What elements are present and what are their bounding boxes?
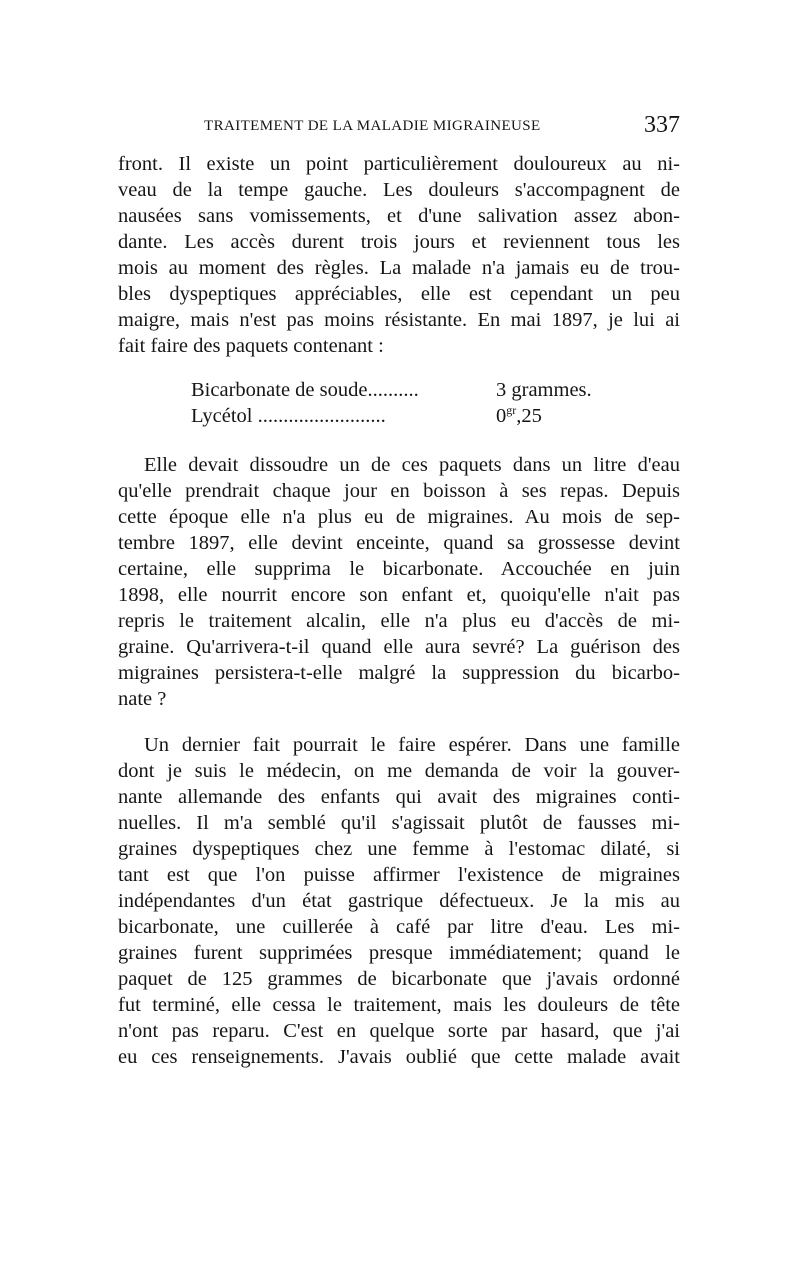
text-line: nante allemande des enfants qui avait des migraines conti- <box>118 786 680 808</box>
text-line: fut terminé, elle cessa le traitement, mais les douleurs de tête <box>118 994 680 1016</box>
recipe-line <box>191 377 611 403</box>
quantity-main: 0 <box>496 405 507 427</box>
text-line: graine. Qu'arrivera-t-il quand elle aura sevré? La guérison des <box>118 636 680 658</box>
text-line: veau de la tempe gauche. Les douleurs s'accompagnent de <box>118 179 680 201</box>
text-line: graines dyspeptiques chez une femme à l'estomac dilaté, si <box>118 838 680 860</box>
quantity-unit: gr <box>506 403 517 417</box>
text-line: graines furent supprimées presque immédiatement; quand le <box>118 942 680 964</box>
text-line: nuelles. Il m'a semblé qu'il s'agissait plutôt de fausses mi- <box>118 812 680 834</box>
text-line: front. Il existe un point particulièrement douloureux au ni- <box>118 153 680 175</box>
text-line: fait faire des paquets contenant : <box>118 335 384 357</box>
text-line: migraines persistera-t-elle malgré la suppression du bicarbo- <box>118 662 680 684</box>
recipe-ingredient: Lycétol ......................... <box>191 405 386 427</box>
text-line: dont je suis le médecin, on me demanda de voir la gouver- <box>118 760 680 782</box>
text-line: tant est que l'on puisse affirmer l'existence de migraines <box>118 864 680 886</box>
text-line: nausées sans vomissements, et d'une salivation assez abon- <box>118 205 680 227</box>
text-line: Elle devait dissoudre un de ces paquets dans un litre d'eau <box>144 454 680 476</box>
text-line: eu ces renseignements. J'avais oublié que cette malade avait <box>118 1046 680 1068</box>
text-line: bles dyspeptiques appréciables, elle est cependant un peu <box>118 283 680 305</box>
text-line: cette époque elle n'a plus eu de migraines. Au mois de sep- <box>118 506 680 528</box>
page-number: 337 <box>644 112 680 138</box>
text-line: n'ont pas reparu. C'est en quelque sorte par hasard, que j'ai <box>118 1020 680 1042</box>
text-line: bicarbonate, une cuillerée à café par litre d'eau. Les mi- <box>118 916 680 938</box>
recipe-ingredient: Bicarbonate de soude.......... <box>191 379 419 401</box>
text-line: tembre 1897, elle devint enceinte, quand sa grossesse devint <box>118 532 680 554</box>
text-line: paquet de 125 grammes de bicarbonate que j'avais ordonné <box>118 968 680 990</box>
running-head <box>118 112 680 142</box>
recipe-line <box>191 403 611 429</box>
text-line: certaine, elle supprima le bicarbonate. Accouchée en juin <box>118 558 680 580</box>
running-title: TRAITEMENT DE LA MALADIE MIGRAINEUSE <box>204 118 541 134</box>
text-line: qu'elle prendrait chaque jour en boisson à ses repas. Depuis <box>118 480 680 502</box>
quantity-decimal: ,25 <box>516 405 542 427</box>
recipe-quantity <box>496 403 542 429</box>
text-line: repris le traitement alcalin, elle n'a plus eu d'accès de mi- <box>118 610 680 632</box>
text-line: mois au moment des règles. La malade n'a jamais eu de trou- <box>118 257 680 279</box>
recipe-quantity: 3 grammes. <box>496 379 592 401</box>
text-line: nate ? <box>118 688 167 710</box>
text-line: maigre, mais n'est pas moins résistante. En mai 1897, je lui ai <box>118 309 680 331</box>
text-line: Un dernier fait pourrait le faire espérer. Dans une famille <box>144 734 680 756</box>
text-line: 1898, elle nourrit encore son enfant et, quoiqu'elle n'ait pas <box>118 584 680 606</box>
text-line: indépendantes d'un état gastrique défectueux. Je la mis au <box>118 890 680 912</box>
text-line: dante. Les accès durent trois jours et reviennent tous les <box>118 231 680 253</box>
